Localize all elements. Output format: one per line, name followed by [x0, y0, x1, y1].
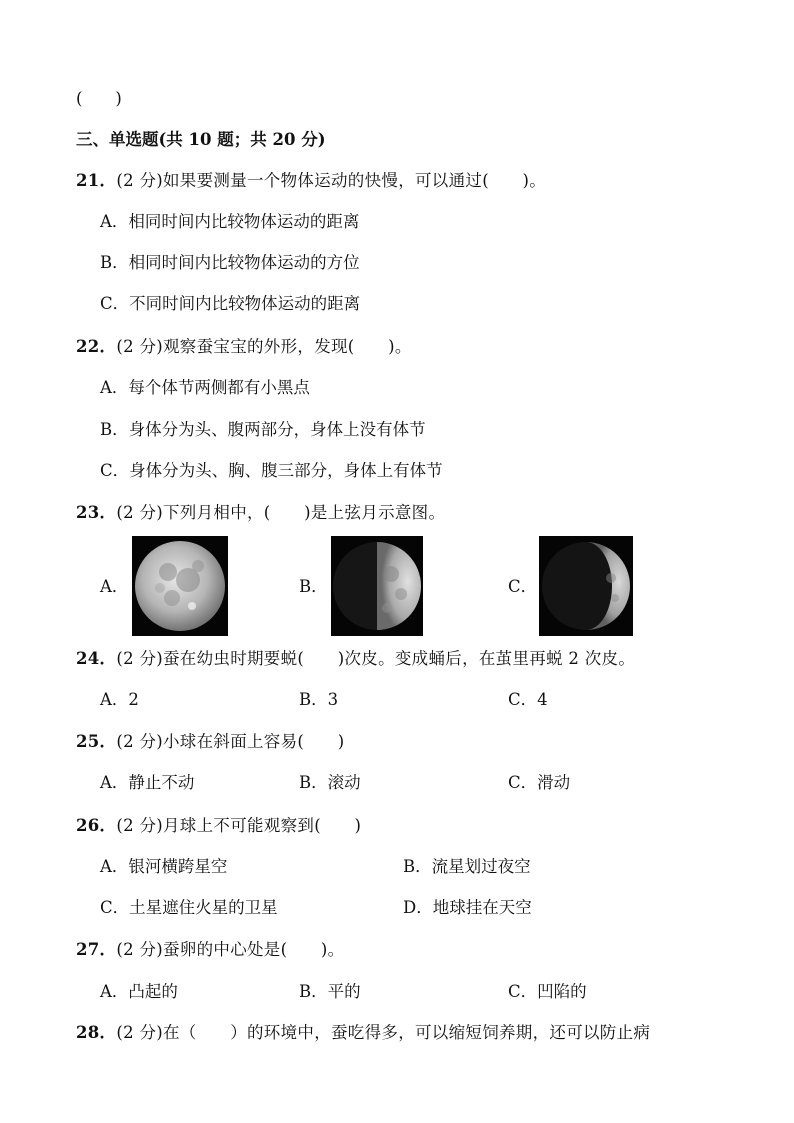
- option-25-b[interactable]: [299, 773, 361, 793]
- question-text: 小球在斜面上容易( ): [163, 732, 345, 751]
- option-text: 每个体节两侧都有小黑点: [128, 378, 310, 397]
- option-26-d[interactable]: [403, 898, 532, 918]
- option-27-a[interactable]: [100, 982, 178, 1002]
- option-letter: B．: [100, 420, 129, 439]
- option-letter: B．: [299, 577, 328, 596]
- question-23: [76, 503, 445, 523]
- option-text: 相同时间内比较物体运动的方位: [128, 253, 360, 272]
- question-score: (2 分): [116, 171, 163, 190]
- option-letter: B．: [299, 690, 328, 709]
- option-letter: A．: [100, 378, 129, 397]
- first-quarter-moon-image[interactable]: [331, 536, 423, 636]
- option-26-a[interactable]: [100, 857, 227, 877]
- option-26-b[interactable]: [403, 857, 531, 877]
- option-text: 平的: [327, 982, 361, 1001]
- option-23-b[interactable]: [299, 577, 328, 597]
- question-score: (2 分): [116, 649, 163, 668]
- option-27-b[interactable]: [299, 982, 361, 1002]
- option-letter: C．: [100, 898, 130, 917]
- question-21: [76, 171, 546, 191]
- question-24: [76, 649, 635, 669]
- option-letter: B．: [100, 253, 129, 272]
- question-text: 如果要测量一个物体运动的快慢，可以通过( )。: [163, 171, 547, 190]
- option-text: 身体分为头、腹两部分，身体上没有体节: [128, 420, 426, 439]
- option-letter: C．: [508, 982, 538, 1001]
- question-score: (2 分): [116, 337, 163, 356]
- question-score: (2 分): [116, 816, 163, 835]
- option-letter: C．: [508, 577, 538, 596]
- option-letter: B．: [403, 857, 432, 876]
- option-text: 凸起的: [128, 982, 178, 1001]
- option-text: 4: [537, 690, 548, 709]
- option-text: 滑动: [537, 773, 571, 792]
- question-26: [76, 816, 361, 836]
- option-letter: A．: [100, 982, 129, 1001]
- option-text: 3: [327, 690, 339, 709]
- option-25-a[interactable]: [100, 773, 194, 793]
- full-moon-image[interactable]: [132, 536, 228, 636]
- option-22-c[interactable]: [100, 461, 443, 481]
- question-text: 在（ ）的环境中，蚕吃得多，可以缩短饲养期，还可以防止病: [163, 1023, 651, 1042]
- question-27: [76, 940, 344, 960]
- option-letter: C．: [508, 690, 538, 709]
- option-21-a[interactable]: [100, 212, 359, 232]
- question-score: (2 分): [116, 940, 163, 959]
- option-24-a[interactable]: [100, 690, 139, 710]
- option-letter: A．: [100, 212, 129, 231]
- question-number: 23．: [76, 503, 117, 522]
- option-22-b[interactable]: [100, 420, 426, 440]
- option-letter: B．: [299, 773, 328, 792]
- question-number: 28．: [76, 1023, 117, 1042]
- question-text: 月球上不可能观察到( ): [163, 816, 362, 835]
- option-text: 银河横跨星空: [128, 857, 228, 876]
- crescent-moon-image[interactable]: [539, 536, 633, 636]
- option-text: 2: [128, 690, 139, 709]
- question-score: (2 分): [116, 503, 163, 522]
- option-letter: C．: [100, 461, 130, 480]
- question-text: 蚕卵的中心处是( )。: [163, 940, 345, 959]
- question-22: [76, 337, 412, 357]
- question-number: 25．: [76, 732, 117, 751]
- question-number: 21．: [76, 171, 117, 190]
- option-letter: A．: [100, 690, 129, 709]
- option-text: 地球挂在天空: [432, 898, 532, 917]
- option-letter: A．: [100, 577, 129, 596]
- option-text: 不同时间内比较物体运动的距离: [129, 294, 361, 313]
- option-27-c[interactable]: [508, 982, 587, 1002]
- question-score: (2 分): [116, 1023, 163, 1042]
- section-heading: 三、单选题(共 10 题；共 20 分): [76, 130, 326, 149]
- option-21-b[interactable]: [100, 253, 360, 273]
- option-23-c[interactable]: [508, 577, 537, 597]
- option-text: 相同时间内比较物体运动的距离: [128, 212, 360, 231]
- question-number: 22．: [76, 337, 117, 356]
- option-text: 滚动: [327, 773, 361, 792]
- option-letter: C．: [100, 294, 130, 313]
- option-text: 静止不动: [128, 773, 195, 792]
- option-text: 流星划过夜空: [431, 857, 531, 876]
- crescent-moon-graphic: [539, 536, 633, 636]
- question-number: 27．: [76, 940, 117, 959]
- question-number: 24．: [76, 649, 117, 668]
- answer-blank: ( ): [76, 89, 122, 108]
- option-letter: D．: [403, 898, 433, 917]
- option-text: 身体分为头、胸、腹三部分，身体上有体节: [129, 461, 443, 480]
- option-letter: B．: [299, 982, 328, 1001]
- option-letter: C．: [508, 773, 538, 792]
- option-letter: A．: [100, 773, 129, 792]
- option-24-b[interactable]: [299, 690, 338, 710]
- option-26-c[interactable]: [100, 898, 278, 918]
- option-letter: A．: [100, 857, 129, 876]
- question-number: 26．: [76, 816, 117, 835]
- question-text: 下列月相中，( )是上弦月示意图。: [163, 503, 446, 522]
- option-text: 土星遮住火星的卫星: [129, 898, 278, 917]
- option-22-a[interactable]: [100, 378, 310, 398]
- option-text: 凹陷的: [537, 982, 587, 1001]
- question-text: 蚕在幼虫时期要蜕( )次皮。变成蛹后，在茧里再蜕 2 次皮。: [163, 649, 636, 668]
- question-text: 观察蚕宝宝的外形，发现( )。: [163, 337, 412, 356]
- option-23-a[interactable]: [100, 577, 128, 597]
- question-25: [76, 732, 344, 752]
- option-21-c[interactable]: [100, 294, 360, 314]
- first-quarter-moon-graphic: [331, 536, 423, 636]
- full-moon-graphic: [132, 536, 228, 636]
- question-score: (2 分): [116, 732, 163, 751]
- option-24-c[interactable]: [508, 690, 548, 710]
- option-25-c[interactable]: [508, 773, 570, 793]
- question-28: [76, 1023, 650, 1043]
